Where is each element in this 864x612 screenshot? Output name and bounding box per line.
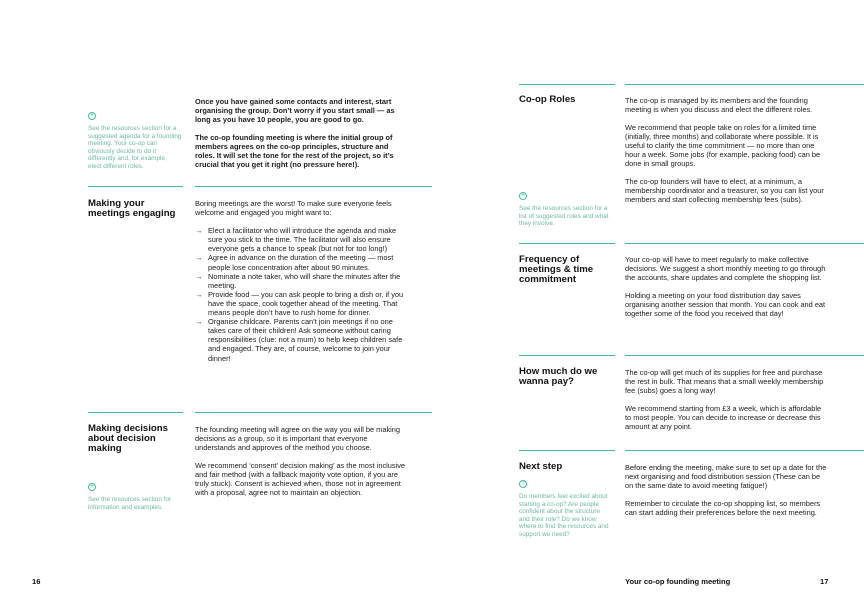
section-divider-left xyxy=(519,84,615,85)
section-divider-left xyxy=(519,355,615,356)
frequency-paragraph-1: Your co-op will have to meet regularly to make collective decisions. We suggest a short monthly meeting to go through the accounts, share updates and complete the shopping list. xyxy=(625,255,826,283)
roles-paragraph-2: We recommend that people take on roles for a limited time (initially, three months) and collaborate where possible. It is useful to clarify the time commitment — no more than one hour a week. Some jobs (for example, packing food) can be done in small groups. xyxy=(625,122,821,169)
intro-paragraph-2: The co-op founding meeting is where the initial group of members agrees on the co-op principles, structure and roles. It will set the tone for the rest of the project, so it’s crucial that you get it right (no pressure here!). xyxy=(195,132,394,170)
list-item: → Nominate a note taker, who will share the minutes after the meeting. xyxy=(195,271,401,290)
engaging-intro: Boring meetings are the worst! To make sure everyone feels welcome and engaged you might want to: xyxy=(195,199,392,218)
frequency-paragraph-2: Holding a meeting on your food distribution day saves organising another session that month. You can cook and eat together some of the food you received that day! xyxy=(625,290,826,318)
next-step-paragraph-2: Remember to circulate the co-op shopping list, so members can start adding their preferences before the next meeting. xyxy=(625,498,821,517)
decisions-body xyxy=(195,425,407,497)
engaging-body xyxy=(195,199,407,363)
pay-paragraph-1: The co-op will get much of its supplies for free and purchase the rest in bulk. That means that a small weekly membership fee (subs) goes a long way! xyxy=(625,368,824,396)
section-divider-right xyxy=(625,84,864,85)
section-divider-right xyxy=(625,243,864,244)
section-divider-left xyxy=(519,243,615,244)
intro-paragraph-1: Once you have gained some contacts and interest, start organising the group. Don’t worry if you start small — as long as you have 10 people, you are good to go. xyxy=(195,97,395,125)
roles-side-note: See the resources section for a list of suggested roles and what they involve. xyxy=(519,205,609,228)
next-step-heading: Next step xyxy=(519,461,563,472)
decisions-side-note: See the resources section for information and examples. xyxy=(88,496,172,511)
section-divider-left xyxy=(519,450,615,451)
arrow-icon: → xyxy=(195,317,203,327)
plus-circle-icon: + xyxy=(89,483,95,490)
arrow-icon: → xyxy=(195,226,203,236)
footer-title: Your co-op founding meeting xyxy=(625,577,731,586)
next-step-body xyxy=(625,463,829,517)
roles-paragraph-1: The co-op is managed by its members and the founding meeting is when you discuss and elect the different roles. xyxy=(625,96,813,115)
page-number-right: 17 xyxy=(820,577,829,586)
pay-body xyxy=(625,368,829,431)
arrow-icon: → xyxy=(195,289,203,299)
intro-text xyxy=(195,97,407,169)
question-circle-icon: ? xyxy=(519,480,527,488)
roles-body xyxy=(625,96,829,204)
list-item: → Organise childcare. Parents can’t join meetings if no one takes care of their children! Ask someone without caring responsibilities (clue: not a mum) to help keep children safe and engaged. They are, of course, welcome to join your dinner! xyxy=(195,317,403,363)
plus-circle-icon: + xyxy=(520,192,526,199)
section-divider-right xyxy=(625,355,864,356)
intro-side-note: See the resources section for a suggested agenda for a founding meeting. Your co-op can obviously decide to do it differently and, for example, elect different roles. xyxy=(88,125,182,170)
engaging-list xyxy=(195,226,407,362)
list-item: → Agree in advance on the duration of the meeting — most people lose concentration after about 90 minutes. xyxy=(195,253,394,272)
roles-heading: Co-op Roles xyxy=(519,94,576,105)
decisions-paragraph-2: We recommend ‘consent’ decision making’ as the most inclusive and fair method (with a fallback majority vote option, if you are truly stuck). Consent is achieved when, those not in agreement with a proposal, agree not to maintain an objection. xyxy=(195,460,406,498)
decisions-paragraph-1: The founding meeting will agree on the way you will be making decisions as a group, so it is important that everyone understands and approves of the method you choose. xyxy=(195,425,401,453)
pay-paragraph-2: We recommend starting from £3 a week, which is affordable to most people. You can decide to increase or decrease this amount at any point. xyxy=(625,403,822,431)
next-step-paragraph-1: Before ending the meeting, make sure to set up a date for the next organising and food distribution session (These can be on the same date to avoid meeting fatigue!) xyxy=(625,463,827,491)
frequency-heading: Frequency of meetings & time commitment xyxy=(519,254,594,286)
section-divider-right xyxy=(195,186,432,187)
section-divider-right xyxy=(625,450,864,451)
section-divider-left xyxy=(88,186,183,187)
next-step-side-note: Do members feel excited about starting a co-op? Are people confident about the structure and their role? Do we know where to find the resources and support we need? xyxy=(519,493,609,538)
arrow-icon: → xyxy=(195,271,203,281)
section-divider-right xyxy=(195,412,432,413)
decisions-heading: Making decisions about decision making xyxy=(88,423,168,455)
section-divider-left xyxy=(88,412,183,413)
engaging-heading: Making your meetings engaging xyxy=(88,198,176,220)
pay-heading: How much do we wanna pay? xyxy=(519,366,598,388)
list-item: → Provide food — you can ask people to bring a dish or, if you have the space, cook together ahead of the meeting. That means people don’t have to rush home for dinner. xyxy=(195,289,404,318)
page-number-left: 16 xyxy=(32,577,41,586)
list-item: → Elect a facilitator who will introduce the agenda and make sure you stick to the time. The facilitator will also ensure everyone gets a chance to speak (but not for too long!) xyxy=(195,226,397,254)
frequency-body xyxy=(625,255,829,318)
roles-paragraph-3: The co-op founders will have to elect, at a minimum, a membership coordinator and a treasurer, so you can list your members and start collecting membership fees (subs). xyxy=(625,176,824,204)
plus-circle-icon: + xyxy=(89,112,95,119)
arrow-icon: → xyxy=(195,253,203,263)
